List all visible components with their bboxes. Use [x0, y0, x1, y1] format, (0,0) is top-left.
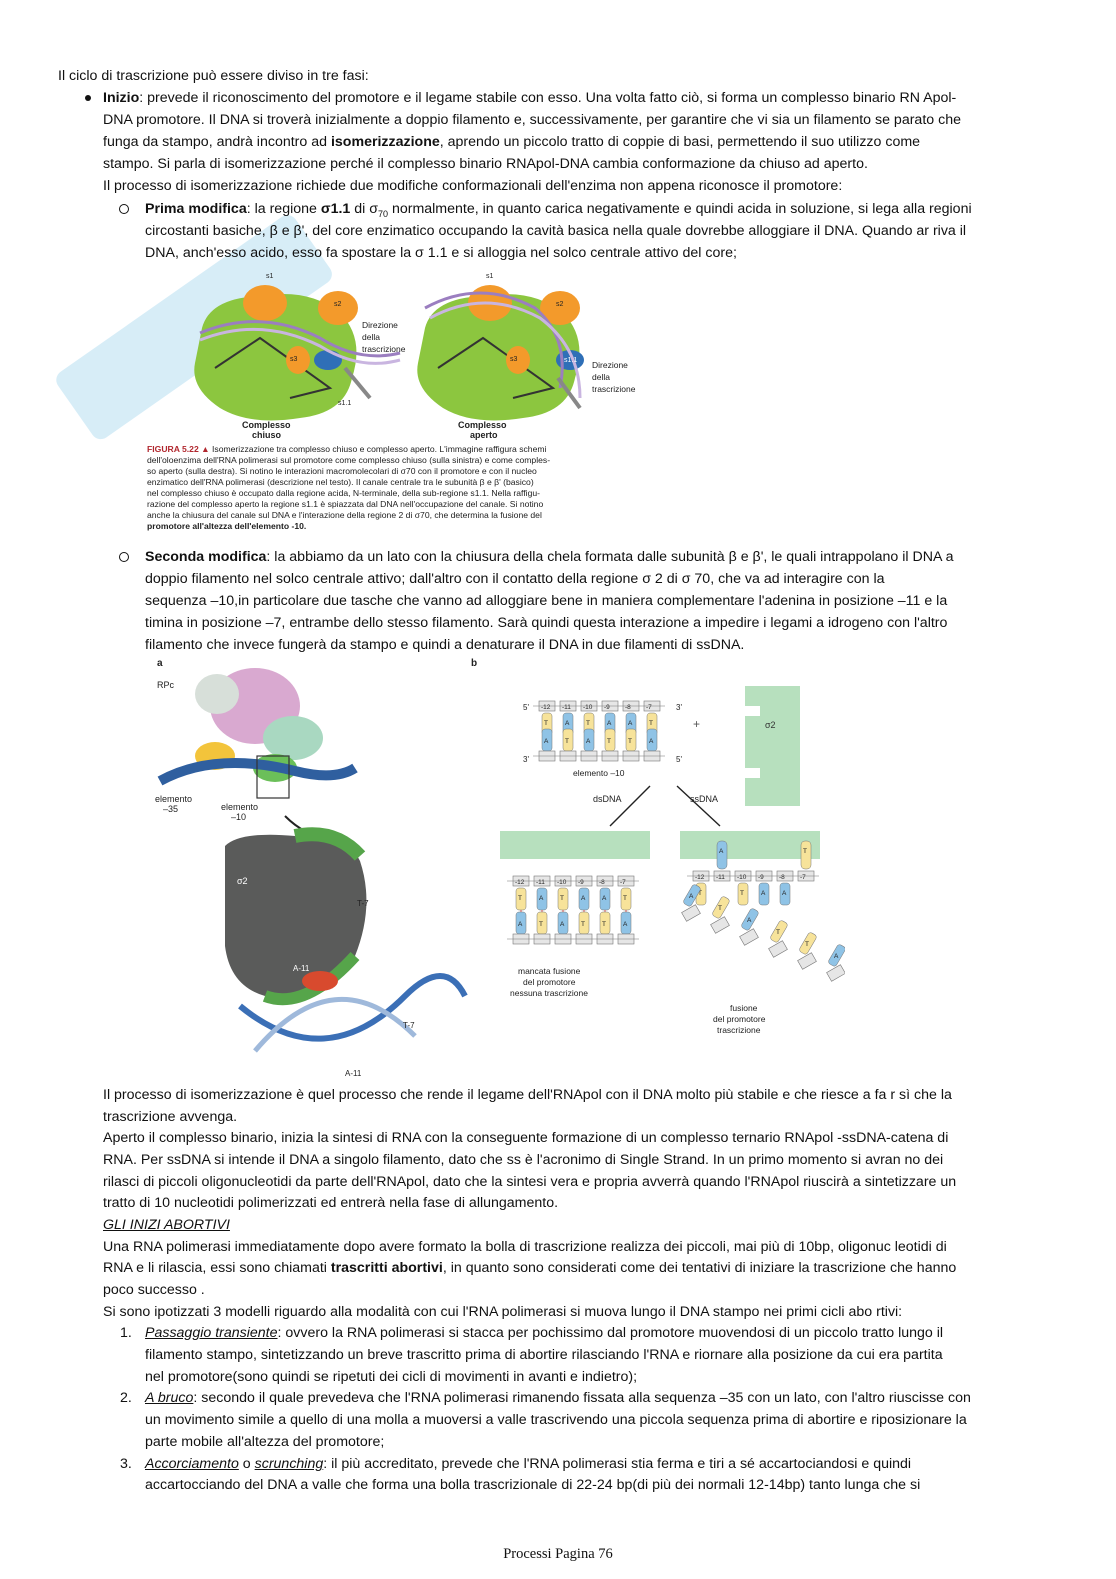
abortivi-heading: GLI INIZI ABORTIVI: [103, 1217, 230, 1233]
model-1-name: Passaggio transiente: [145, 1325, 278, 1341]
fail-label-2: del promotore: [523, 977, 576, 987]
position-label: -7: [800, 874, 806, 881]
base-label: T: [740, 890, 744, 897]
model-2-line-2: un movimento simile a quello di una molla a muoversi a valle trascrivendo una piccola sequenza prima di abortire e riposizionare la: [145, 1412, 967, 1428]
position-label: -8: [599, 879, 605, 886]
inizio-l3a: funga da stampo, andrà incontro ad: [103, 134, 331, 150]
ssdna-label: ssDNA: [690, 794, 719, 804]
prima-line-2: circostanti basiche, β e β', del core enzimatico occupando la cavità basica nella quale dovrebbe alloggiare il DNA. Quando ar riva il: [145, 223, 967, 239]
model-2-line-1: [145, 1388, 971, 1410]
panel-b-label: b: [471, 658, 478, 669]
dsdna-label: dsDNA: [593, 794, 622, 804]
base-label: T: [698, 890, 702, 897]
t7b-label: T-7: [403, 1021, 415, 1030]
fig1-s11a: s1.1: [338, 400, 352, 407]
base-label: T: [560, 895, 564, 902]
trascritti-abortivi-term: trascritti abortivi: [330, 1260, 443, 1276]
seconda-line-3: sequenza –10,in particolare due tasche che vanno ad alloggiare bene in maniera complementare l'adenina in posizione –11 e la: [145, 593, 948, 609]
position-label: -11: [562, 704, 571, 711]
a11b-label: A-11: [345, 1069, 362, 1078]
base-label: A: [560, 921, 565, 928]
base-label: A: [565, 720, 570, 727]
fig1-s1b: s1: [486, 273, 494, 280]
base-label: A: [586, 738, 591, 745]
base-label: T: [803, 848, 807, 855]
melted-backbone-box: [682, 905, 701, 922]
sigma11-term: σ1.1: [320, 201, 351, 217]
inizio-line-2: DNA promotore. Il DNA si troverà inizialmente a doppio filamento e, successivamente, per garantire che vi sia un filamento se parato che: [103, 112, 961, 128]
sigma2-bound-dsdna: [500, 831, 650, 859]
fig1-caption-line-6: razione del complesso aperto la regione s1.1 è spiazzata dal DNA nell'occupazione del canale. Si notino: [147, 499, 544, 509]
seconda-line-2: doppio filamento nel solco centrale attivo; dall'altro con il contatto della regione σ 2 di σ 70, che va ad interagire con la: [145, 571, 885, 587]
base-label: A: [628, 720, 633, 727]
model-2-number: 2.: [120, 1390, 132, 1406]
base-label: A: [761, 890, 766, 897]
fig1-closed-2: chiuso: [252, 430, 282, 440]
model-1-line-2: filamento stampo, sintetizzando un breve trascritto prima di abortire rilasciando l'RNA e riornare alla posizione da cui era partita: [145, 1347, 943, 1363]
fig1-caption-line-4: enzimatico dell'RNA polimerasi (descrizione nel testo). Il canale centrale tra le subunità β e β' (basico): [147, 477, 534, 487]
base-label: A: [518, 921, 523, 928]
inizio-line-4: stampo. Si parla di isomerizzazione perché il complesso binario RNApol-DNA cambia conformazione da chiuso ad aperto.: [103, 156, 868, 172]
fail-label-3: nessuna trascrizione: [510, 988, 588, 998]
prima-line-3: DNA, anch'esso acido, esso fa spostare la σ 1.1 e si alloggia nel solco centrale attivo del core;: [145, 245, 737, 261]
abortivi-line-1: Una RNA polimerasi immediatamente dopo avere formato la bolla di trascrizione realizza dei piccoli, mai più di 10bp, oligonuc leotidi di: [103, 1239, 947, 1255]
fig1-dir1-2: della: [362, 332, 380, 342]
position-label: -11: [716, 874, 725, 881]
fig1-dir1-1: Direzione: [362, 320, 398, 330]
para-line-1: Il processo di isomerizzazione è quel processo che rende il legame dell'RNApol con il DNA molto più stabile e che riesce a fa r sì che la: [103, 1087, 952, 1103]
fig1-caption-text-0: Isomerizzazione tra complesso chiuso e complesso aperto. L'immagine raffigura schemi: [209, 444, 547, 454]
model-1-number: 1.: [120, 1325, 132, 1341]
base-label: A: [719, 848, 724, 855]
isomerizzazione-term: isomerizzazione: [330, 134, 440, 150]
elem10-label-1: elemento: [221, 802, 259, 812]
fig1-open-2: aperto: [470, 430, 498, 440]
prima-l1d: normalmente, in quanto carica negativamente e quindi acida in soluzione, si lega alla regioni: [388, 201, 972, 217]
inizio-line-3: [103, 132, 920, 154]
melted-backbone-box: [769, 941, 788, 958]
fig1-open-1: Complesso: [458, 420, 507, 430]
sigma2-label: σ2: [237, 876, 248, 886]
panel-a-structure: [155, 658, 465, 1078]
ok-label-3: trascrizione: [717, 1025, 761, 1035]
base-label: A: [581, 895, 586, 902]
inizio-l3c: , aprendo un piccolo tratto di coppie di basi, permettendo il suo utilizzo come: [439, 134, 921, 150]
inizio-text: : prevede il riconoscimento del promotore e il legame stabile con esso. Una volta fatto ciò, si forma un complesso binario RN Apol-: [139, 90, 957, 106]
model-3-or: o: [238, 1456, 255, 1472]
fig1-caption-line-7: anche la chiusura del canale sul DNA e l'interazione della regione 2 di σ70, che determina la fusione del: [147, 510, 542, 520]
sigma-box-label: σ2: [765, 720, 776, 730]
model-1-line-1: [145, 1323, 943, 1345]
t7-label: T-7: [357, 899, 369, 908]
abortivi-line-4: Si sono ipotizzati 3 modelli riguardo alla modalità con cui l'RNA polimerasi si muova lungo il DNA stampo nei primi cicli abo rtivi:: [103, 1304, 903, 1320]
flipped-base: [717, 841, 727, 869]
model-3-line-2: accartocciando del DNA a valle che forma una bolla trascrizionale di 22-24 bp(di più dei normali 12-14bp) tanto lunga che si: [145, 1477, 921, 1493]
figure-isomerization: [140, 268, 680, 443]
panel-a-label: a: [157, 658, 163, 669]
base-label: T: [602, 921, 606, 928]
fig1-s2b: s2: [556, 301, 564, 308]
para-line-4: RNA. Per ssDNA si intende il DNA a singolo filamento, dato che ss è l'acronimo di Single Strand. In un primo momento si avran no dei: [103, 1152, 944, 1168]
intro-text: Il ciclo di trascrizione può essere diviso in tre fasi:: [58, 68, 369, 84]
base-label: T: [581, 921, 585, 928]
model-3-name: Accorciamento: [145, 1456, 239, 1472]
bullet-ring-icon: [119, 552, 129, 562]
seconda-line-1: [145, 547, 953, 569]
top-three-prime: 3': [676, 703, 682, 712]
base-label: A: [539, 895, 544, 902]
open-complex-diagram: [417, 273, 635, 440]
base-label: T: [628, 738, 632, 745]
fig1-caption-line-5: nel complesso chiuso è occupato dalla regione acida, N-terminale, della sub-regione s1.1. Nella raffigu-: [147, 488, 540, 498]
abortivi-line-2: [103, 1258, 956, 1280]
prima-l1c: di σ: [350, 201, 378, 217]
fig1-s1a: s1: [266, 273, 274, 280]
para-line-6: tratto di 10 nucleotidi polimerizzati ed entrerà nella fase di allungamento.: [103, 1195, 559, 1211]
ok-label-2: del promotore: [713, 1014, 766, 1024]
seconda-label: Seconda modifica: [145, 549, 267, 565]
bullet-dot-icon: [85, 95, 91, 101]
melted-backbone-box: [711, 917, 730, 934]
fig1-s11b: s1.1: [564, 357, 578, 364]
abortivi-l2c: , in quanto sono considerati come dei tentativi di iniziare la trascrizione che hanno: [442, 1260, 957, 1276]
inizio-label: Inizio: [103, 90, 140, 106]
base-label: T: [586, 720, 590, 727]
page-footer: Processi Pagina 76: [503, 1546, 613, 1562]
panel-b-schematic: [471, 658, 845, 1035]
fig1-dir1-3: trascrizione: [362, 344, 406, 354]
fig1-s2a: s2: [334, 301, 342, 308]
base-label: T: [544, 720, 548, 727]
fig1-caption-label: FIGURA 5.22 ▲: [147, 444, 210, 454]
fail-label-1: mancata fusione: [518, 966, 581, 976]
melted-backbone-box: [798, 953, 817, 970]
elem10-label-2: –10: [231, 812, 247, 822]
bottom-three-prime: 3': [523, 755, 529, 764]
para-line-2: trascrizione avvenga.: [103, 1109, 238, 1125]
a11-label: A-11: [293, 964, 310, 973]
plus-sign: +: [693, 717, 701, 731]
seconda-line-5: filamento che invece fungerà da stampo e quindi a denaturare il DNA in due filamenti di ssDNA.: [145, 637, 745, 653]
fig1-dir2-3: trascrizione: [592, 384, 636, 394]
sigma2-bound-ssdna: [680, 831, 820, 859]
position-label: -10: [557, 879, 567, 886]
bullet-ring-icon: [119, 204, 129, 214]
melted-backbone-box: [827, 965, 845, 982]
position-label: -9: [758, 874, 764, 881]
no-melting-strands: [507, 876, 639, 944]
position-label: -9: [578, 879, 584, 886]
position-label: -10: [737, 874, 747, 881]
position-label: -12: [515, 879, 525, 886]
inizio-line-5: Il processo di isomerizzazione richiede due modifiche conformazionali dell'enzima non appena riconosce il promotore:: [103, 178, 843, 194]
base-label: T: [776, 929, 780, 936]
position-label: -11: [536, 879, 545, 886]
position-label: -7: [646, 704, 652, 711]
para-line-5: rilasci di piccoli oligonucleotidi da parte dell'RNApol, dato che la sintesi vera e propria avverrà quando l'RNApol riuscirà a sintetizzare un: [103, 1174, 957, 1190]
figure-sigma2-melting: [145, 656, 845, 1081]
top-five-prime: 5': [523, 703, 529, 712]
model-2-l1: : secondo il quale prevedeva che l'RNA polimerasi rimanendo fissata alla sequenza –35 con un lato, con l'altro riuscisse con: [193, 1390, 971, 1406]
model-3-number: 3.: [120, 1456, 132, 1472]
position-label: -8: [779, 874, 785, 881]
base-label: T: [623, 895, 627, 902]
seconda-line-4: timina in posizione –7, entrambe dello stesso filamento. Sarà quindi questa interazione a impedire i legami a idrogeno con l'altro: [145, 615, 948, 631]
abortivi-l2a: RNA e li rilascia, essi sono chiamati: [103, 1260, 331, 1276]
base-label: A: [689, 893, 694, 900]
base-label: A: [623, 921, 628, 928]
elem35-label-2: –35: [163, 804, 179, 814]
fig1-s3a: s3: [290, 356, 298, 363]
model-3-l1: : il più accreditato, prevede che l'RNA polimerasi stia ferma e tiri a sé accartociandosi e quindi: [323, 1456, 912, 1472]
base-label: A: [747, 917, 752, 924]
base-label: T: [607, 738, 611, 745]
base-label: T: [805, 941, 809, 948]
model-3-name2: scrunching: [254, 1456, 324, 1472]
position-label: -12: [695, 874, 705, 881]
model-1-line-3: nel promotore(sono quindi se ripetuti dei cicli di movimenti in avanti e indietro);: [145, 1369, 638, 1385]
fig1-dir2-2: della: [592, 372, 610, 382]
elemento10-label: elemento –10: [573, 768, 625, 778]
base-label: A: [782, 890, 787, 897]
melted-strands: [682, 841, 845, 981]
abortivi-line-3: poco successo .: [103, 1282, 205, 1298]
melted-backbone-box: [740, 929, 759, 946]
para-line-3: Aperto il complesso binario, inizia la sintesi di RNA con la conseguente formazione di un complesso ternario RNApol -ssDNA-catena di: [103, 1130, 949, 1146]
seconda-l1: : la abbiamo da un lato con la chiusura della chela formata dalle subunità β e β', le quali intrappolano il DNA a: [266, 549, 954, 565]
model-2-line-3: parte mobile all'altezza del promotore;: [145, 1434, 385, 1450]
flipped-base: [801, 841, 811, 869]
closed-complex-diagram: [194, 273, 405, 440]
sigma-subscript: 70: [377, 208, 388, 219]
fig1-caption-line-8: promotore all'altezza dell'elemento -10.: [147, 521, 307, 531]
position-label: -12: [541, 704, 551, 711]
rpc-label: RPc: [157, 680, 175, 690]
fig1-caption-line-3: so aperto (sulla destra). Si notino le interazioni macromolecolari di σ70 con il promotore e con il nucleo: [147, 466, 537, 476]
model-2-name: A bruco: [145, 1390, 194, 1406]
inizio-line-1: [103, 88, 956, 110]
prima-label: Prima modifica: [145, 201, 247, 217]
base-label: T: [518, 895, 522, 902]
base-label: A: [607, 720, 612, 727]
position-label: -7: [620, 879, 626, 886]
bottom-five-prime: 5': [676, 755, 682, 764]
model-3-line-1: [145, 1454, 911, 1476]
ok-label-1: fusione: [730, 1003, 758, 1013]
position-label: -8: [625, 704, 631, 711]
model-1-l1: : ovvero la RNA polimerasi si stacca per pochissimo dal promotore muovendosi di un piccolo tratto lungo il: [277, 1325, 944, 1341]
fig1-s3b: s3: [510, 356, 518, 363]
fig1-dir2-1: Direzione: [592, 360, 628, 370]
prima-l1a: : la regione: [246, 201, 321, 217]
fig1-caption-line-1: [147, 444, 546, 455]
position-label: -10: [583, 704, 593, 711]
fig1-caption-line-2: dell'oloenzima dell'RNA polimerasi sul promotore come complesso chiuso (sulla sinistra) e come comples-: [147, 455, 551, 465]
base-label: T: [718, 905, 722, 912]
base-label: A: [544, 738, 549, 745]
base-label: A: [649, 738, 654, 745]
base-label: T: [565, 738, 569, 745]
base-label: T: [649, 720, 653, 727]
position-label: -9: [604, 704, 610, 711]
elem35-label-1: elemento: [155, 794, 193, 804]
top-strand-row: [533, 701, 665, 761]
dsdna-element10: [523, 701, 682, 778]
fig1-closed-1: Complesso: [242, 420, 291, 430]
base-label: T: [539, 921, 543, 928]
base-label: A: [834, 953, 839, 960]
base-label: A: [602, 895, 607, 902]
